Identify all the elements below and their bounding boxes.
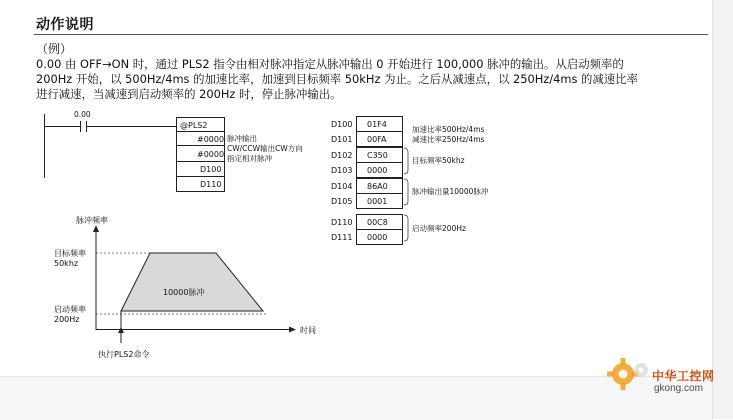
- dm-value-d110: 00C8: [367, 218, 388, 227]
- operand-2-note-line1: CW/CCW输出CW方向: [227, 144, 303, 153]
- pulse-area-label: 10000脉冲: [163, 288, 205, 297]
- dm-addr-d103: D103: [331, 166, 353, 175]
- dm-addr-d102: D102: [331, 151, 353, 160]
- dm-table-group1: [357, 117, 403, 209]
- dm-value-d111: 0000: [367, 233, 388, 242]
- note-accel: 加速比率500Hz/4ms: [412, 125, 485, 134]
- dm-addr-d110: D110: [331, 218, 353, 227]
- dm-addr-d104: D104: [331, 182, 353, 191]
- dm-value-d101: 00FA: [367, 135, 387, 144]
- start-freq-label: 启动频率: [54, 305, 86, 314]
- profile-trapezoid: [121, 253, 263, 311]
- watermark-url: gkong.com: [654, 383, 703, 394]
- operand-4: D110: [200, 180, 222, 189]
- y-axis-label: 脉冲频率: [76, 216, 108, 225]
- dm-brackets-group1: [404, 148, 408, 205]
- section-title: 动作说明: [36, 17, 94, 33]
- dm-addr-d105: D105: [331, 197, 353, 206]
- dm-addr-d101: D101: [331, 135, 353, 144]
- watermark-gear-icon: [607, 358, 648, 390]
- dm-value-d104: 86A0: [367, 182, 388, 191]
- dm-addr-d100: D100: [331, 120, 353, 129]
- velocity-profile: [93, 225, 296, 343]
- note-target-freq: 目标频率50khz: [412, 156, 465, 165]
- dm-addr-d111: D111: [331, 233, 353, 242]
- operand-2-note: [227, 143, 305, 163]
- y-axis-arrow: [93, 225, 99, 232]
- bracket-target-freq: [404, 148, 408, 174]
- example-label: （例）: [36, 42, 73, 56]
- target-freq-label: 目标频率: [54, 249, 86, 258]
- operand-2: #0000: [197, 150, 225, 159]
- description-paragraph: 0.00 由 OFF→ON 时，通过 PLS2 指令由相对脉冲指定从脉冲输出 0 开始进行 100,000 脉冲的输出。从启动频率的 200Hz 开始，以 500Hz/4ms 的加速比率，加速到目标频率 50kHz 为止。之后从减速点，以 250Hz/4ms 的减速比率 进行减速，当减速到启动频率的 200Hz 时，停止脉冲输出。: [36, 57, 638, 101]
- dm-value-d100: 01F4: [367, 120, 387, 129]
- x-axis-arrow: [289, 327, 296, 333]
- bracket-start-freq: [404, 215, 408, 241]
- operand-1: #0000: [197, 135, 225, 144]
- operand-3: D100: [200, 165, 222, 174]
- instruction-name: @PLS2: [180, 121, 208, 130]
- note-decel: 减速比率250Hz/4ms: [412, 135, 485, 144]
- watermark-name: 中华工控网: [652, 369, 715, 383]
- dm-value-d103: 0000: [367, 166, 388, 175]
- note-start-freq: 启动频率200Hz: [412, 224, 466, 233]
- exec-command-label: 执行PLS2命令: [98, 350, 150, 359]
- target-freq-value: 50khz: [54, 259, 79, 268]
- start-freq-value: 200Hz: [54, 315, 80, 324]
- operand-2-note-line2: 指定相对脉冲: [227, 154, 272, 163]
- x-axis-label: 时间: [300, 326, 316, 335]
- operand-1-note: 脉冲输出: [227, 134, 257, 143]
- contact-address: 0.00: [74, 110, 91, 119]
- dm-value-d105: 0001: [367, 197, 388, 206]
- dm-value-d102: C350: [367, 151, 388, 160]
- note-pulse-count: 脉冲输出量10000脉冲: [412, 187, 489, 196]
- bracket-pulse-count: [404, 179, 408, 205]
